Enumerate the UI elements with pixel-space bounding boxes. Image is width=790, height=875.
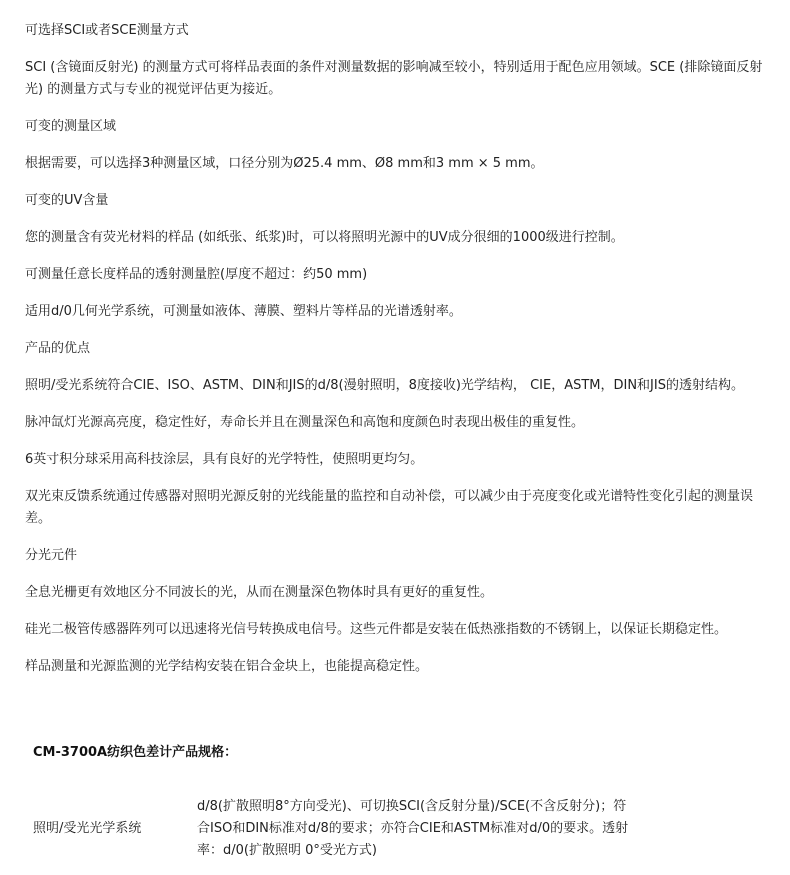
paragraph: 根据需要，可以选择3种测量区域，口径分别为Ø25.4 mm、Ø8 mm和3 mm × 5 mm。 [25, 156, 544, 171]
paragraph: SCI (含镜面反射光) 的测量方式可将样品表面的条件对测量数据的影响减至较小，特别适用于配色应用领域。SCE (排除镜面反射光) 的测量方式与专业的视觉评估更为接近。 [25, 60, 763, 97]
paragraph: 适用d/0几何光学系统，可测量如液体、薄膜、塑料片等样品的光谱透射率。 [25, 304, 462, 319]
paragraph: 脉冲氙灯光源高亮度，稳定性好，寿命长并且在测量深色和高饱和度颜色时表现出极佳的重复性。 [25, 415, 585, 430]
paragraph: 双光束反馈系统通过传感器对照明光源反射的光线能量的监控和自动补偿，可以减少由于亮度变化或光谱特性变化引起的测量误差。 [25, 489, 754, 526]
paragraph: 样品测量和光源监测的光学结构安装在铝合金块上，也能提高稳定性。 [25, 659, 429, 674]
section-heading: 可变的测量区域 [25, 119, 117, 134]
section-heading: 产品的优点 [25, 341, 91, 356]
spec-label: 照明/受光光学系统 [33, 821, 142, 836]
spec-title: CM-3700A纺织色差计产品规格： [33, 745, 238, 760]
table-row [33, 796, 633, 862]
paragraph: 6英寸积分球采用高科技涂层，具有良好的光学特性，使照明更均匀。 [25, 452, 424, 467]
section-heading: 可测量任意长度样品的透射测量腔(厚度不超过：约50 mm) [25, 267, 368, 282]
section-heading: 分光元件 [25, 548, 78, 563]
article-body [25, 20, 777, 693]
section-heading: 可变的UV含量 [25, 193, 109, 208]
paragraph: 照明/受光系统符合CIE、ISO、ASTM、DIN和JIS的d/8(漫射照明，8度接收)光学结构， CIE，ASTM，DIN和JIS的透射结构。 [25, 378, 744, 393]
paragraph: 您的测量含有荧光材料的样品 (如纸张、纸浆)时，可以将照明光源中的UV成分很细的1000级进行控制。 [25, 230, 624, 245]
spec-table [33, 796, 633, 862]
section-heading: 可选择SCI或者SCE测量方式 [25, 23, 189, 38]
paragraph: 硅光二极管传感器阵列可以迅速将光信号转换成电信号。这些元件都是安装在低热涨指数的不锈钢上，以保证长期稳定性。 [25, 622, 728, 637]
spec-value: d/8(扩散照明8°方向受光)、可切换SCI(含反射分量)/SCE(不含反射分)；符合ISO和DIN标准对d/8的要求；亦符合CIE和ASTM标准对d/0的要求。透射率：d/0(扩散照明 0°受光方式) [197, 799, 629, 858]
paragraph: 全息光栅更有效地区分不同波长的光，从而在测量深色物体时具有更好的重复性。 [25, 585, 494, 600]
